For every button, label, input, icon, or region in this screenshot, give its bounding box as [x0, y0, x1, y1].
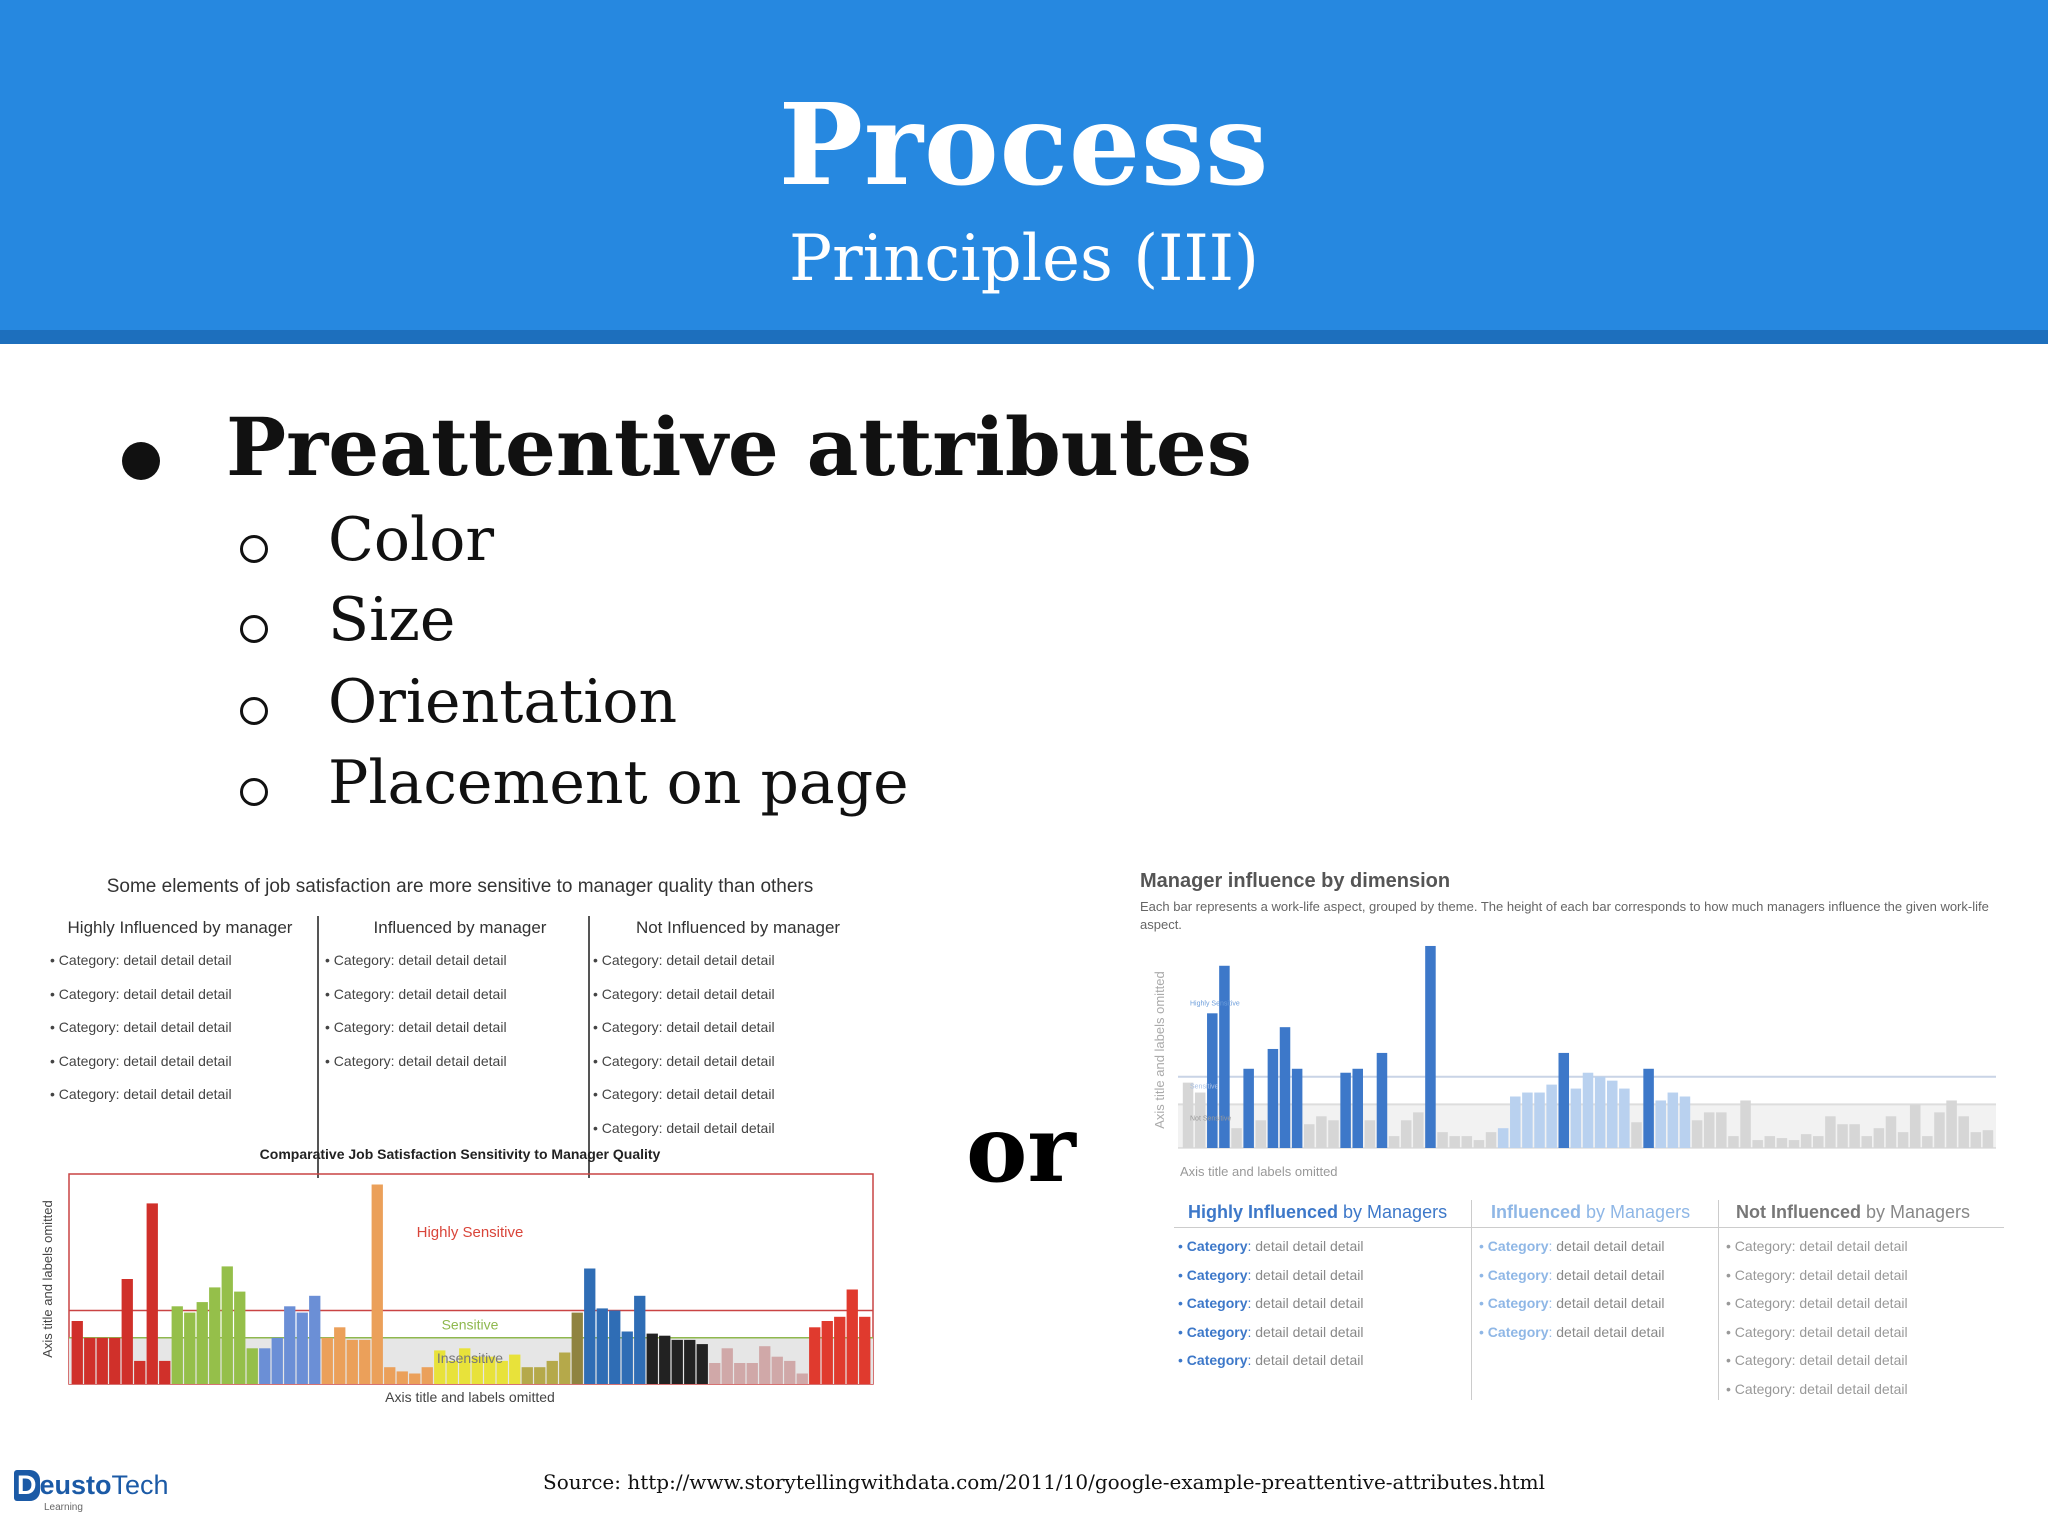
bar: [772, 1357, 783, 1384]
bar: [1619, 1089, 1630, 1148]
list-item: • Category: detail detail detail: [1726, 1352, 1908, 1368]
left-chart-title: Comparative Job Satisfaction Sensitivity to Manager Quality: [259, 1146, 661, 1162]
list-item: • Category: detail detail detail: [50, 1052, 232, 1069]
bullet-ring-icon: [240, 697, 268, 725]
bar: [1934, 1112, 1945, 1148]
bar: [759, 1346, 770, 1384]
bar: [1801, 1134, 1812, 1148]
bar: [284, 1306, 295, 1384]
bar: [1474, 1140, 1485, 1148]
bar: [622, 1332, 633, 1385]
bar: [672, 1340, 683, 1384]
column-divider: [1471, 1200, 1472, 1400]
bar: [1789, 1140, 1800, 1148]
zone-label-mid: Sensitive: [441, 1316, 499, 1333]
legend-underline: [1174, 1227, 2004, 1228]
list-item: • Category: detail detail detail: [325, 952, 507, 968]
right-column-title-not-influenced: Not Influenced by Managers: [1736, 1202, 1971, 1222]
list-item: • Category: detail detail detail: [1726, 1266, 1908, 1283]
bar: [1207, 1013, 1218, 1148]
right-column-list-highly: [1178, 1232, 1363, 1375]
bar: [747, 1363, 758, 1384]
list-item: • Category: detail detail detail: [1479, 1238, 1665, 1254]
bar: [1559, 1053, 1570, 1148]
bar: [1498, 1128, 1509, 1148]
bar: [1668, 1093, 1679, 1148]
bar: [222, 1266, 233, 1384]
bar: [859, 1317, 870, 1384]
bar: [609, 1311, 620, 1385]
list-item: • Category: detail detail detail: [1726, 1238, 1908, 1254]
bar: [234, 1292, 245, 1384]
list-item: • Category: detail detail detail: [1178, 1352, 1364, 1368]
list-item: • Category: detail detail detail: [1479, 1266, 1665, 1283]
bar: [1680, 1097, 1691, 1149]
right-figure-description: Each bar represents a work-life aspect, grouped by theme. The height of each bar corresponds to how much managers influence the given work-life aspect.: [1140, 899, 1989, 932]
bar: [684, 1340, 695, 1384]
list-item: • Category: detail detail detail: [50, 1086, 232, 1102]
bar: [109, 1338, 120, 1384]
list-item: • Category: detail detail detail: [1726, 1380, 1908, 1397]
bar: [647, 1334, 658, 1384]
zone-label-high: Highly Sensitive: [416, 1224, 524, 1241]
bar: [97, 1338, 108, 1384]
list-item: • Category: detail detail detail: [593, 1019, 775, 1035]
bullet-dot-icon: [122, 442, 160, 480]
bar: [1316, 1116, 1327, 1148]
list-item: • Category: detail detail detail: [1178, 1323, 1364, 1340]
bar: [259, 1348, 270, 1384]
bar: [1886, 1116, 1897, 1148]
left-column-highly: [40, 918, 320, 1102]
zone-label-mid: Sensitive: [1190, 1083, 1219, 1091]
x-axis-label: Axis title and labels omitted: [385, 1389, 555, 1405]
bar: [1849, 1124, 1860, 1148]
left-column-list: [325, 944, 507, 1078]
bar: [1765, 1136, 1776, 1148]
bar: [1595, 1077, 1606, 1148]
bar: [1486, 1132, 1497, 1148]
bar: [1910, 1104, 1921, 1148]
bar: [1534, 1093, 1545, 1148]
left-figure: [40, 868, 880, 1408]
list-item: • Category: detail detail detail: [1479, 1295, 1665, 1311]
or-text: or: [966, 1095, 1076, 1203]
list-item: • Category: detail detail detail: [1178, 1295, 1364, 1311]
bar: [697, 1344, 708, 1384]
bar: [1449, 1136, 1460, 1148]
list-item: • Category: detail detail detail: [1479, 1323, 1665, 1340]
y-axis-label: Axis title and labels omitted: [40, 1200, 55, 1358]
bar: [384, 1367, 395, 1384]
bar: [1740, 1100, 1751, 1148]
bar: [1365, 1120, 1376, 1148]
bar: [1728, 1136, 1739, 1148]
bar: [1304, 1124, 1315, 1148]
bar: [1716, 1112, 1727, 1148]
zone-label-high: Highly Sensitive: [1190, 1000, 1240, 1008]
bar: [1510, 1097, 1521, 1149]
bar: [1607, 1081, 1618, 1148]
sub-bullet-text: Color: [328, 505, 495, 575]
list-item: • Category: detail detail detail: [50, 1019, 232, 1035]
bar: [1655, 1100, 1666, 1148]
bar: [1377, 1053, 1388, 1148]
bar: [1546, 1085, 1557, 1148]
left-column-influenced: [325, 918, 595, 1069]
bar: [1413, 1112, 1424, 1148]
bar: [372, 1185, 383, 1385]
bar: [1946, 1100, 1957, 1148]
column-divider: [588, 916, 590, 1178]
bar: [1328, 1120, 1339, 1148]
list-item: • Category: detail detail detail: [1726, 1295, 1908, 1311]
list-item: • Category: detail detail detail: [593, 985, 775, 1002]
list-item: • Category: detail detail detail: [1178, 1238, 1364, 1254]
bar: [1898, 1132, 1909, 1148]
bar: [1256, 1120, 1267, 1148]
bar: [322, 1338, 333, 1384]
right-figure-headline: Manager influence by dimension: [1140, 870, 1451, 892]
left-figure-headline: Some elements of job satisfaction are more sensitive to manager quality than others: [106, 876, 814, 897]
list-item: • Category: detail detail detail: [50, 952, 232, 968]
bullet-ring-icon: [240, 615, 268, 643]
bar: [197, 1302, 208, 1384]
bar: [209, 1287, 220, 1384]
list-item: • Category: detail detail detail: [593, 1052, 775, 1069]
bar: [1389, 1136, 1400, 1148]
source-citation: Source: http://www.storytellingwithdata.com/2011/10/google-example-preattentive-attributes.html: [543, 1470, 1545, 1494]
bar: [797, 1374, 808, 1385]
sub-bullet-text: Orientation: [328, 667, 678, 737]
bar: [659, 1336, 670, 1384]
right-column-list-not-influenced: [1726, 1232, 1908, 1403]
bar: [1825, 1116, 1836, 1148]
bar: [1437, 1132, 1448, 1148]
bar: [509, 1355, 520, 1384]
bar: [734, 1363, 745, 1384]
bar: [1692, 1120, 1703, 1148]
deustotech-logo: [14, 1470, 169, 1513]
bar: [834, 1317, 845, 1384]
bar: [122, 1279, 133, 1384]
sub-bullet-text: Placement on page: [328, 748, 909, 818]
bar: [359, 1340, 370, 1384]
bar: [1243, 1069, 1254, 1148]
bar: [247, 1348, 258, 1384]
bar: [1704, 1112, 1715, 1148]
bar: [297, 1313, 308, 1384]
bar: [547, 1361, 558, 1384]
bar: [272, 1338, 283, 1384]
bar: [1462, 1136, 1473, 1148]
bar: [572, 1313, 583, 1384]
main-bullet-text: Preattentive attributes: [226, 400, 1252, 494]
bar: [1583, 1073, 1594, 1148]
bar: [72, 1321, 83, 1384]
bar: [334, 1327, 345, 1384]
bar: [584, 1269, 595, 1385]
bar: [309, 1296, 320, 1384]
list-item: • Category: detail detail detail: [593, 1119, 775, 1136]
bar: [1861, 1136, 1872, 1148]
bar: [1971, 1132, 1982, 1148]
bar: [1280, 1027, 1291, 1148]
right-legend-table: [1134, 1200, 2004, 1400]
column-divider: [1718, 1200, 1719, 1400]
y-axis-label: Axis title and labels omitted: [1152, 971, 1167, 1129]
bar: [1231, 1128, 1242, 1148]
bar: [84, 1338, 95, 1384]
list-item: • Category: detail detail detail: [1178, 1266, 1364, 1283]
bar: [534, 1367, 545, 1384]
bar: [1268, 1049, 1279, 1148]
bar: [1874, 1128, 1885, 1148]
left-column-title: Not Influenced by manager: [635, 918, 841, 937]
bar: [1571, 1089, 1582, 1148]
bar: [709, 1363, 720, 1384]
title-banner-stripe: [0, 330, 2048, 344]
bar: [172, 1306, 183, 1384]
column-divider: [317, 916, 319, 1178]
list-item: • Category: detail detail detail: [325, 985, 507, 1002]
list-item: • Category: detail detail detail: [593, 952, 775, 968]
bar: [409, 1374, 420, 1385]
list-item: • Category: detail detail detail: [593, 1086, 775, 1102]
bar: [809, 1327, 820, 1384]
bar: [597, 1308, 608, 1384]
list-item: • Category: detail detail detail: [325, 1019, 507, 1035]
list-item: • Category: detail detail detail: [50, 985, 232, 1002]
left-column-not-influenced: [593, 918, 883, 1136]
bar: [397, 1371, 408, 1384]
bar: [147, 1203, 158, 1384]
bar: [522, 1367, 533, 1384]
slide-subtitle: Principles (III): [789, 222, 1259, 296]
bar: [1401, 1120, 1412, 1148]
bar: [1352, 1069, 1363, 1148]
bar: [1631, 1122, 1642, 1148]
bar: [634, 1296, 645, 1384]
bullet-ring-icon: [240, 778, 268, 806]
bar: [1837, 1124, 1848, 1148]
bar: [847, 1290, 858, 1385]
bar: [1983, 1130, 1994, 1148]
bar: [184, 1313, 195, 1384]
bar: [159, 1361, 170, 1384]
right-bar-chart: [1134, 940, 2014, 1180]
bar: [134, 1361, 145, 1384]
zone-label-low: Not Sensitive: [1190, 1115, 1232, 1123]
left-column-list: [50, 944, 232, 1112]
right-column-title-highly: Highly Influenced by Managers: [1188, 1202, 1448, 1222]
right-column-list-influenced: [1479, 1232, 1664, 1346]
logo-d-mark: D: [14, 1470, 40, 1501]
bar: [1958, 1116, 1969, 1148]
bar: [347, 1340, 358, 1384]
bar: [722, 1348, 733, 1384]
left-bar-chart: [40, 1168, 880, 1408]
list-item: • Category: detail detail detail: [325, 1052, 507, 1069]
slide-title: Process: [778, 80, 1270, 211]
sub-bullet-text: Size: [328, 585, 456, 655]
bar: [1522, 1093, 1533, 1148]
bar: [822, 1321, 833, 1384]
bullet-ring-icon: [240, 535, 268, 563]
left-column-title: Influenced by manager: [373, 918, 547, 937]
bar: [422, 1367, 433, 1384]
x-axis-label: Axis title and labels omitted: [1180, 1164, 1338, 1179]
right-figure: [1134, 870, 2014, 1400]
bar: [559, 1353, 570, 1385]
bar: [1922, 1136, 1933, 1148]
logo-name-light: Tech: [111, 1470, 169, 1500]
bar: [1643, 1069, 1654, 1148]
left-column-title: Highly Influenced by manager: [67, 918, 293, 937]
bar: [1292, 1069, 1303, 1148]
bar: [1340, 1073, 1351, 1148]
bar: [1425, 946, 1436, 1148]
right-column-title-influenced: Influenced by Managers: [1491, 1202, 1691, 1222]
bar: [1813, 1136, 1824, 1148]
zone-label-low: Insensitive: [436, 1350, 504, 1366]
list-item: • Category: detail detail detail: [1726, 1323, 1908, 1340]
logo-name-bold: eusto: [39, 1470, 112, 1500]
logo-tagline: Learning: [44, 1502, 83, 1513]
left-column-list: [593, 944, 775, 1145]
bar: [784, 1361, 795, 1384]
bar: [1752, 1140, 1763, 1148]
bar: [1777, 1138, 1788, 1148]
